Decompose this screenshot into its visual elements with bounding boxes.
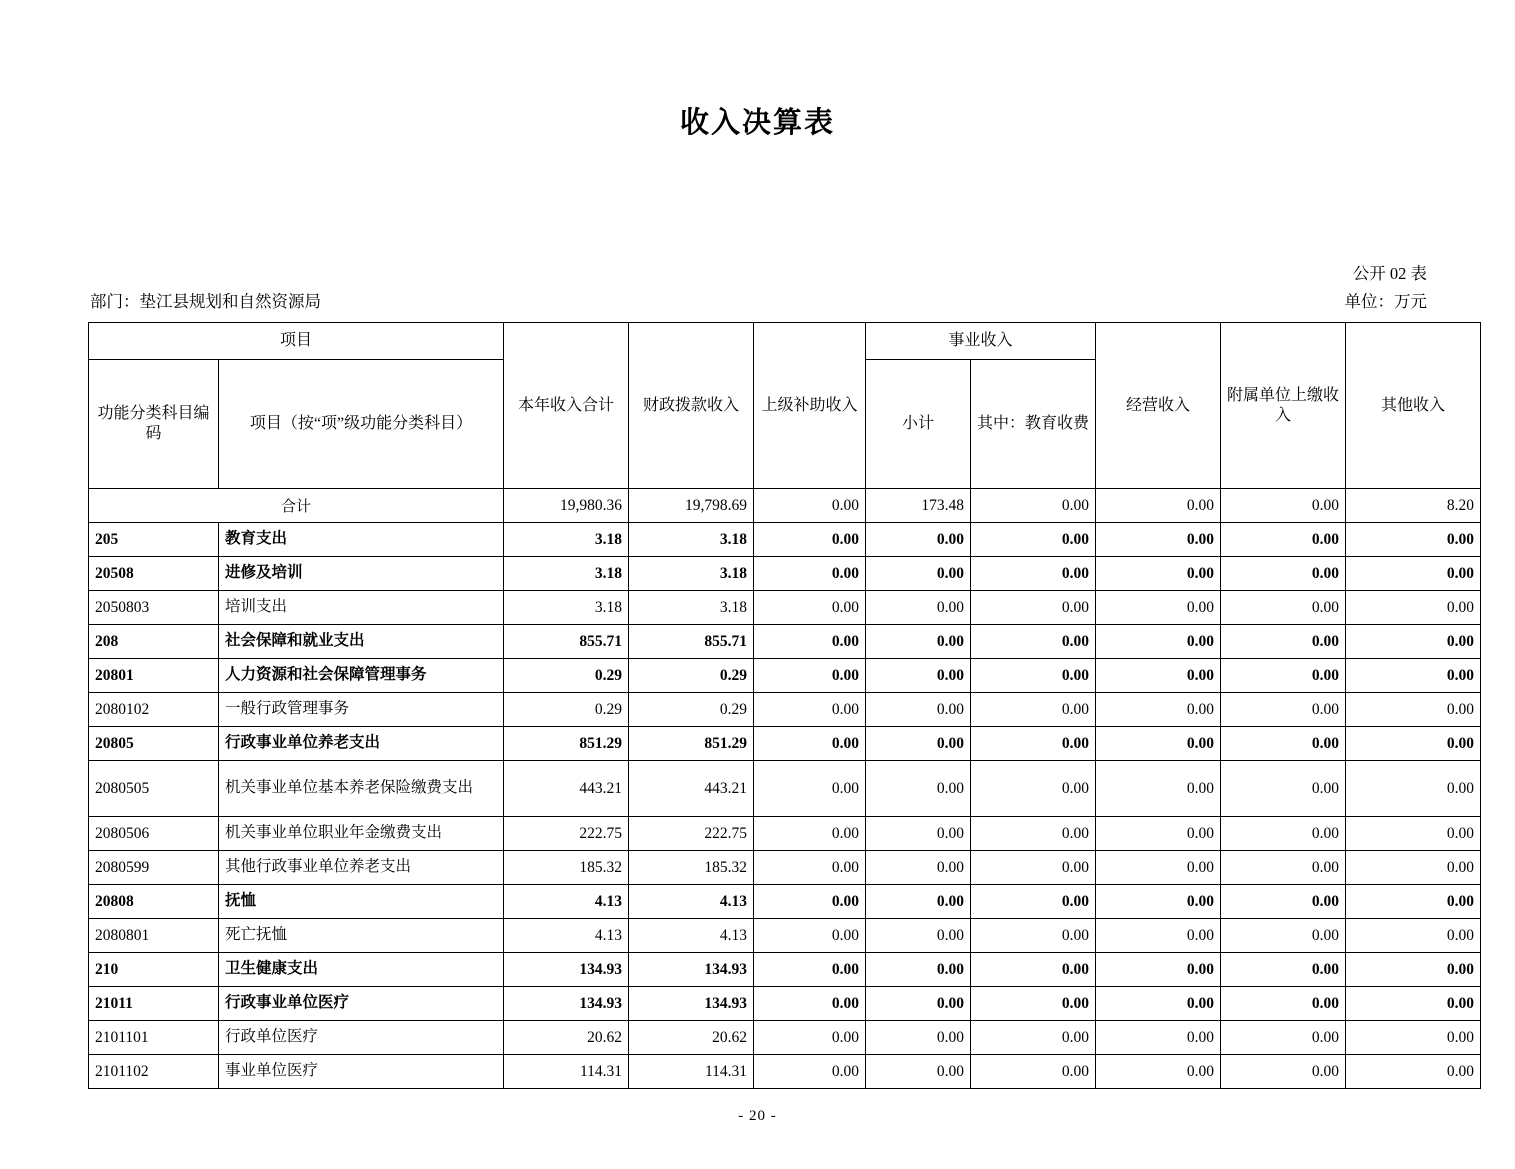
- row-value-7: 0.00: [1346, 953, 1481, 987]
- row-value-5: 0.00: [1096, 885, 1221, 919]
- row-value-6: 0.00: [1221, 625, 1346, 659]
- row-value-6: 0.00: [1221, 523, 1346, 557]
- row-value-4: 0.00: [971, 987, 1096, 1021]
- row-value-1: 443.21: [629, 761, 754, 817]
- row-value-6: 0.00: [1221, 693, 1346, 727]
- row-name: 行政事业单位医疗: [219, 987, 504, 1021]
- row-value-6: 0.00: [1221, 1055, 1346, 1089]
- row-value-0: 3.18: [504, 591, 629, 625]
- row-value-2: 0.00: [754, 919, 866, 953]
- row-code: 2080801: [89, 919, 219, 953]
- row-value-7: 0.00: [1346, 523, 1481, 557]
- table-row: [89, 625, 1481, 659]
- row-value-5: 0.00: [1096, 557, 1221, 591]
- row-value-3: 0.00: [866, 727, 971, 761]
- row-value-0: 443.21: [504, 761, 629, 817]
- form-number: 公开 02 表: [1352, 264, 1427, 283]
- row-value-2: 0.00: [754, 953, 866, 987]
- row-value-5: 0.00: [1096, 987, 1221, 1021]
- row-value-6: 0.00: [1221, 727, 1346, 761]
- table-row: [89, 885, 1481, 919]
- row-value-1: 134.93: [629, 987, 754, 1021]
- row-value-0: 134.93: [504, 987, 629, 1021]
- row-code: 2080102: [89, 693, 219, 727]
- row-value-3: 0.00: [866, 919, 971, 953]
- table-row: [89, 953, 1481, 987]
- row-value-7: 0.00: [1346, 693, 1481, 727]
- table-row: [89, 557, 1481, 591]
- row-value-6: 0.00: [1221, 987, 1346, 1021]
- row-value-1: 222.75: [629, 817, 754, 851]
- row-name: 事业单位医疗: [219, 1055, 504, 1089]
- row-code: 208: [89, 625, 219, 659]
- row-name: 机关事业单位职业年金缴费支出: [219, 817, 504, 851]
- row-value-7: 0.00: [1346, 659, 1481, 693]
- table-row: [89, 919, 1481, 953]
- row-value-4: 0.00: [971, 953, 1096, 987]
- row-value-3: 0.00: [866, 523, 971, 557]
- row-value-2: 0.00: [754, 727, 866, 761]
- row-value-0: 222.75: [504, 817, 629, 851]
- row-value-6: 0.00: [1221, 851, 1346, 885]
- row-value-2: 0.00: [754, 523, 866, 557]
- row-code: 2080506: [89, 817, 219, 851]
- row-value-3: 0.00: [866, 625, 971, 659]
- row-value-1: 3.18: [629, 523, 754, 557]
- header-business-income-group: 事业收入: [866, 323, 1096, 360]
- row-code: 210: [89, 953, 219, 987]
- row-value-1: 4.13: [629, 885, 754, 919]
- row-value-4: 0.00: [971, 761, 1096, 817]
- row-code: 2080599: [89, 851, 219, 885]
- row-value-1: 20.62: [629, 1021, 754, 1055]
- row-value-2: 0.00: [754, 1021, 866, 1055]
- row-value-6: 0.00: [1221, 817, 1346, 851]
- row-value-4: 0.00: [971, 919, 1096, 953]
- row-value-0: 3.18: [504, 557, 629, 591]
- row-name: 一般行政管理事务: [219, 693, 504, 727]
- row-code: 20808: [89, 885, 219, 919]
- row-value-7: 0.00: [1346, 761, 1481, 817]
- row-value-6: 0.00: [1221, 953, 1346, 987]
- header-total-income: 本年收入合计: [504, 323, 629, 489]
- row-value-1: 0.29: [629, 693, 754, 727]
- table-row: [89, 987, 1481, 1021]
- row-value-2: 0.00: [754, 659, 866, 693]
- total-value-4: 0.00: [971, 489, 1096, 523]
- row-value-4: 0.00: [971, 693, 1096, 727]
- row-value-7: 0.00: [1346, 1021, 1481, 1055]
- table-body: [89, 489, 1481, 1089]
- row-value-4: 0.00: [971, 591, 1096, 625]
- row-value-1: 3.18: [629, 591, 754, 625]
- total-value-3: 173.48: [866, 489, 971, 523]
- row-code: 2101102: [89, 1055, 219, 1089]
- header-name-col: 项目（按“项”级功能分类科目）: [219, 360, 504, 489]
- row-value-0: 0.29: [504, 659, 629, 693]
- row-name: 人力资源和社会保障管理事务: [219, 659, 504, 693]
- row-value-5: 0.00: [1096, 625, 1221, 659]
- row-value-6: 0.00: [1221, 591, 1346, 625]
- row-value-5: 0.00: [1096, 659, 1221, 693]
- document-page: [0, 100, 1515, 1169]
- row-value-0: 3.18: [504, 523, 629, 557]
- row-value-3: 0.00: [866, 851, 971, 885]
- row-name: 行政事业单位养老支出: [219, 727, 504, 761]
- row-value-6: 0.00: [1221, 761, 1346, 817]
- row-value-0: 4.13: [504, 885, 629, 919]
- row-value-3: 0.00: [866, 557, 971, 591]
- total-value-2: 0.00: [754, 489, 866, 523]
- row-value-4: 0.00: [971, 727, 1096, 761]
- header-item-group: 项目: [89, 323, 504, 360]
- header-affiliated-unit-income: 附属单位上缴收入: [1221, 323, 1346, 489]
- row-value-0: 4.13: [504, 919, 629, 953]
- row-value-7: 0.00: [1346, 851, 1481, 885]
- table-row: [89, 727, 1481, 761]
- row-value-2: 0.00: [754, 693, 866, 727]
- row-value-5: 0.00: [1096, 919, 1221, 953]
- row-value-6: 0.00: [1221, 885, 1346, 919]
- table-row: [89, 761, 1481, 817]
- row-value-3: 0.00: [866, 693, 971, 727]
- row-value-7: 0.00: [1346, 885, 1481, 919]
- row-value-4: 0.00: [971, 817, 1096, 851]
- row-name: 培训支出: [219, 591, 504, 625]
- row-name: 行政单位医疗: [219, 1021, 504, 1055]
- row-value-7: 0.00: [1346, 817, 1481, 851]
- row-value-2: 0.00: [754, 1055, 866, 1089]
- unit-line: 单位：万元: [1344, 292, 1427, 311]
- row-value-0: 114.31: [504, 1055, 629, 1089]
- table-row: [89, 1021, 1481, 1055]
- table-row: [89, 659, 1481, 693]
- row-code: 20805: [89, 727, 219, 761]
- row-value-1: 185.32: [629, 851, 754, 885]
- row-value-4: 0.00: [971, 557, 1096, 591]
- row-value-7: 0.00: [1346, 727, 1481, 761]
- row-name: 教育支出: [219, 523, 504, 557]
- table-row: [89, 817, 1481, 851]
- row-name: 社会保障和就业支出: [219, 625, 504, 659]
- row-value-0: 20.62: [504, 1021, 629, 1055]
- row-value-7: 0.00: [1346, 987, 1481, 1021]
- header-business-education: 其中：教育收费: [971, 360, 1096, 489]
- page-title: 收入决算表: [679, 107, 835, 139]
- row-value-3: 0.00: [866, 885, 971, 919]
- row-value-3: 0.00: [866, 591, 971, 625]
- total-value-5: 0.00: [1096, 489, 1221, 523]
- row-value-4: 0.00: [971, 1055, 1096, 1089]
- table-row: [89, 693, 1481, 727]
- row-value-4: 0.00: [971, 885, 1096, 919]
- row-value-4: 0.00: [971, 851, 1096, 885]
- row-value-3: 0.00: [866, 1055, 971, 1089]
- row-value-5: 0.00: [1096, 693, 1221, 727]
- row-value-5: 0.00: [1096, 851, 1221, 885]
- table-row: [89, 523, 1481, 557]
- row-value-5: 0.00: [1096, 727, 1221, 761]
- row-value-3: 0.00: [866, 659, 971, 693]
- row-value-5: 0.00: [1096, 953, 1221, 987]
- row-code: 2080505: [89, 761, 219, 817]
- row-name: 其他行政事业单位养老支出: [219, 851, 504, 885]
- row-value-5: 0.00: [1096, 817, 1221, 851]
- header-fiscal-appropriation: 财政拨款收入: [629, 323, 754, 489]
- row-name: 机关事业单位基本养老保险缴费支出: [219, 761, 504, 817]
- total-label: 合计: [89, 489, 504, 523]
- row-code: 205: [89, 523, 219, 557]
- row-code: 21011: [89, 987, 219, 1021]
- table-row: [89, 591, 1481, 625]
- row-value-7: 0.00: [1346, 1055, 1481, 1089]
- row-value-5: 0.00: [1096, 523, 1221, 557]
- row-value-2: 0.00: [754, 851, 866, 885]
- row-value-2: 0.00: [754, 885, 866, 919]
- row-value-3: 0.00: [866, 817, 971, 851]
- header-superior-subsidy: 上级补助收入: [754, 323, 866, 489]
- row-value-1: 114.31: [629, 1055, 754, 1089]
- row-value-2: 0.00: [754, 557, 866, 591]
- row-value-4: 0.00: [971, 1021, 1096, 1055]
- row-value-1: 851.29: [629, 727, 754, 761]
- total-value-7: 8.20: [1346, 489, 1481, 523]
- header-code-col: 功能分类科目编码: [89, 360, 219, 489]
- row-value-4: 0.00: [971, 523, 1096, 557]
- header-other-income: 其他收入: [1346, 323, 1481, 489]
- table-row: [89, 1055, 1481, 1089]
- row-value-2: 0.00: [754, 817, 866, 851]
- header-business-subtotal: 小计: [866, 360, 971, 489]
- row-value-1: 134.93: [629, 953, 754, 987]
- department-line: 部门：垫江县规划和自然资源局: [90, 292, 321, 311]
- row-name: 死亡抚恤: [219, 919, 504, 953]
- total-value-6: 0.00: [1221, 489, 1346, 523]
- row-value-6: 0.00: [1221, 1021, 1346, 1055]
- income-final-accounts-table: [88, 322, 1481, 1089]
- total-value-1: 19,798.69: [629, 489, 754, 523]
- row-value-2: 0.00: [754, 761, 866, 817]
- row-value-6: 0.00: [1221, 557, 1346, 591]
- row-value-0: 855.71: [504, 625, 629, 659]
- row-code: 20801: [89, 659, 219, 693]
- row-value-2: 0.00: [754, 591, 866, 625]
- row-value-7: 0.00: [1346, 557, 1481, 591]
- row-value-1: 855.71: [629, 625, 754, 659]
- row-value-5: 0.00: [1096, 1055, 1221, 1089]
- header-operating-income: 经营收入: [1096, 323, 1221, 489]
- row-value-7: 0.00: [1346, 591, 1481, 625]
- row-value-3: 0.00: [866, 1021, 971, 1055]
- row-value-1: 3.18: [629, 557, 754, 591]
- table-row: [89, 851, 1481, 885]
- row-value-0: 185.32: [504, 851, 629, 885]
- row-value-1: 4.13: [629, 919, 754, 953]
- row-value-0: 134.93: [504, 953, 629, 987]
- row-value-5: 0.00: [1096, 1021, 1221, 1055]
- row-code: 2101101: [89, 1021, 219, 1055]
- row-value-1: 0.29: [629, 659, 754, 693]
- row-value-3: 0.00: [866, 987, 971, 1021]
- page-number: - 20 -: [738, 1108, 777, 1124]
- row-value-7: 0.00: [1346, 919, 1481, 953]
- row-code: 2050803: [89, 591, 219, 625]
- row-value-4: 0.00: [971, 625, 1096, 659]
- row-name: 进修及培训: [219, 557, 504, 591]
- row-name: 抚恤: [219, 885, 504, 919]
- row-name: 卫生健康支出: [219, 953, 504, 987]
- table-header: [89, 323, 1481, 489]
- row-value-3: 0.00: [866, 953, 971, 987]
- row-value-0: 0.29: [504, 693, 629, 727]
- row-value-0: 851.29: [504, 727, 629, 761]
- row-value-5: 0.00: [1096, 591, 1221, 625]
- row-code: 20508: [89, 557, 219, 591]
- table-row-total: [89, 489, 1481, 523]
- row-value-6: 0.00: [1221, 919, 1346, 953]
- row-value-7: 0.00: [1346, 625, 1481, 659]
- row-value-4: 0.00: [971, 659, 1096, 693]
- row-value-2: 0.00: [754, 987, 866, 1021]
- row-value-2: 0.00: [754, 625, 866, 659]
- total-value-0: 19,980.36: [504, 489, 629, 523]
- row-value-6: 0.00: [1221, 659, 1346, 693]
- row-value-3: 0.00: [866, 761, 971, 817]
- row-value-5: 0.00: [1096, 761, 1221, 817]
